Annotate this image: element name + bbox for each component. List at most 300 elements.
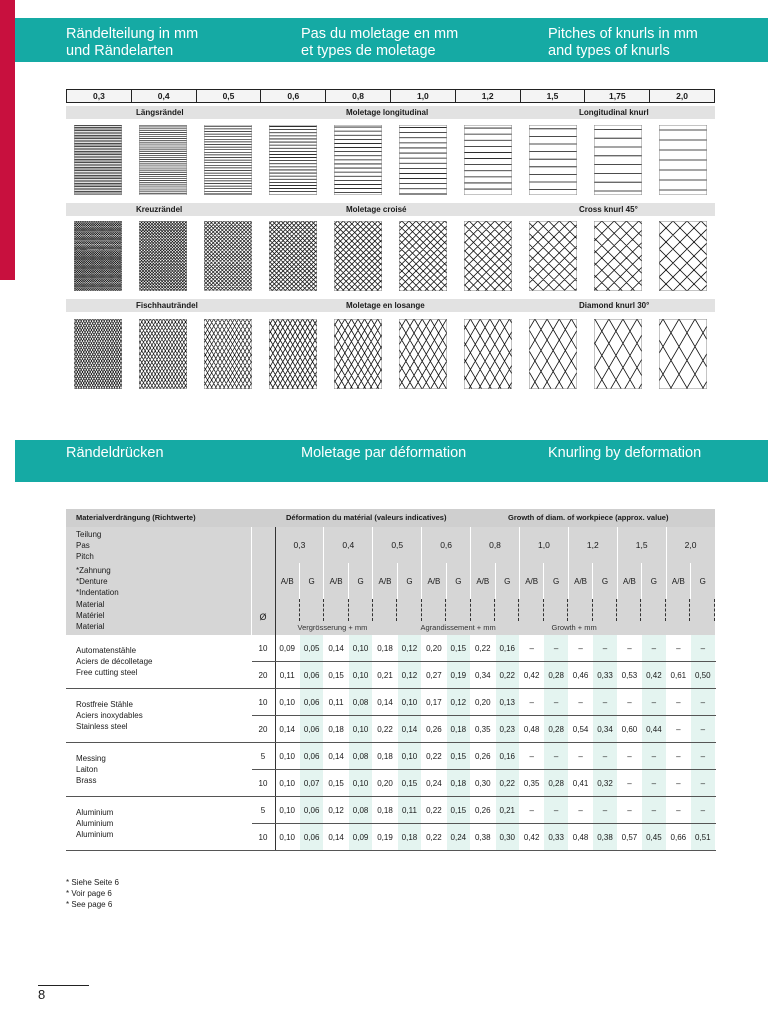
- growth-value: 0,28: [544, 662, 568, 689]
- growth-value: –: [642, 689, 666, 716]
- pitch-cell: 1,5: [520, 90, 585, 102]
- knurl-swatch: [399, 221, 447, 291]
- knurl-section-label-en: Cross knurl 45°: [579, 205, 638, 214]
- growth-value: 0,18: [446, 716, 470, 743]
- dash-divider: [300, 599, 324, 621]
- footnote-fr: * Voir page 6: [66, 889, 112, 898]
- growth-value: 0,50: [691, 662, 715, 689]
- blank-cell: [251, 563, 275, 599]
- pitch-header-row: [66, 89, 715, 103]
- growth-value: 0,54: [568, 716, 592, 743]
- dash-divider: [373, 599, 397, 621]
- growth-value: 0,33: [593, 662, 617, 689]
- knurl-section-bar: [66, 203, 715, 216]
- growth-value: 0,12: [397, 662, 421, 689]
- dash-divider: [641, 599, 665, 621]
- pitch-cell: 1,0: [390, 90, 455, 102]
- growth-value: 0,61: [666, 662, 690, 689]
- growth-value: 0,38: [471, 824, 495, 851]
- row-label-line: *Denture: [76, 576, 108, 586]
- table-title-bar: [66, 509, 715, 527]
- growth-value: 0,13: [495, 689, 519, 716]
- knurl-section-label-en: Diamond knurl 30°: [579, 301, 650, 310]
- growth-value: 0,06: [299, 662, 323, 689]
- growth-value: –: [519, 743, 543, 770]
- knurl-section-label-fr: Moletage croisé: [346, 205, 407, 214]
- tooth-ab: A/B: [324, 563, 348, 599]
- deformation-heading-en: Knurling by deformation: [548, 445, 702, 461]
- growth-value: 0,15: [446, 797, 470, 824]
- knurl-swatch: [529, 221, 577, 291]
- growth-value: –: [666, 743, 690, 770]
- tooth-ab: A/B: [568, 563, 592, 599]
- growth-label-cell: [275, 599, 715, 635]
- growth-value: –: [568, 635, 592, 662]
- growth-value: 0,20: [373, 770, 397, 797]
- knurl-swatch: [74, 319, 122, 389]
- pitch-value: 0,3: [275, 527, 324, 563]
- heading-en-line1: Pitches of knurls in mm: [548, 26, 698, 42]
- diameter-value: 10: [251, 689, 275, 716]
- growth-value: 0,08: [348, 689, 372, 716]
- knurl-swatch: [464, 125, 512, 195]
- knurl-swatch: [464, 221, 512, 291]
- growth-value: 0,42: [519, 662, 543, 689]
- row-label-line: *Zahnung: [76, 565, 111, 575]
- knurl-swatch: [204, 221, 252, 291]
- growth-value: 0,48: [568, 824, 592, 851]
- growth-value: –: [691, 743, 715, 770]
- growth-value: –: [691, 635, 715, 662]
- growth-value: 0,51: [691, 824, 715, 851]
- pitch-cell: 0,4: [131, 90, 196, 102]
- tooth-g: G: [397, 563, 421, 599]
- footnote-en: * See page 6: [66, 900, 113, 909]
- deformation-heading-fr: Moletage par déformation: [301, 445, 467, 461]
- growth-value: 0,07: [299, 770, 323, 797]
- growth-value: 0,46: [568, 662, 592, 689]
- growth-value: –: [642, 743, 666, 770]
- growth-value: 0,10: [348, 635, 372, 662]
- growth-value: 0,21: [373, 662, 397, 689]
- knurl-swatch: [139, 125, 187, 195]
- knurl-swatch: [74, 125, 122, 195]
- growth-value: –: [519, 689, 543, 716]
- growth-value: –: [519, 635, 543, 662]
- growth-value: 0,06: [299, 824, 323, 851]
- growth-value: 0,10: [275, 689, 299, 716]
- row-label: [66, 635, 251, 689]
- knurl-section-label-de: Fischhauträndel: [136, 301, 198, 310]
- knurl-swatch: [594, 221, 642, 291]
- growth-value: 0,16: [495, 635, 519, 662]
- growth-value: 0,18: [373, 635, 397, 662]
- diameter-value: 5: [251, 797, 275, 824]
- row-label: [66, 689, 251, 743]
- knurl-swatch: [529, 125, 577, 195]
- row-label-line: Pitch: [76, 551, 94, 561]
- growth-value: 0,22: [495, 662, 519, 689]
- growth-value: 0,22: [422, 824, 446, 851]
- growth-value: 0,12: [324, 797, 348, 824]
- dash-divider: [446, 599, 470, 621]
- knurl-swatch: [139, 221, 187, 291]
- row-label-line: Rostfreie Stähle: [76, 700, 133, 709]
- knurl-swatch: [334, 125, 382, 195]
- growth-value: 0,44: [642, 716, 666, 743]
- growth-value: –: [519, 797, 543, 824]
- growth-value: –: [691, 716, 715, 743]
- growth-value: 0,18: [373, 797, 397, 824]
- deformation-heading-de: Rändeldrücken: [66, 445, 164, 461]
- heading-fr: [301, 26, 458, 60]
- blank-cell: [251, 527, 275, 563]
- pitch-cell: 0,5: [196, 90, 261, 102]
- pitch-value: 0,6: [422, 527, 471, 563]
- pitch-cell: 0,8: [325, 90, 390, 102]
- row-label-line: Matériel: [76, 611, 105, 620]
- knurl-swatch: [334, 221, 382, 291]
- dash-divider: [276, 599, 300, 621]
- table-title-de: Materialverdrängung (Richtwerte): [76, 513, 196, 522]
- knurl-section-label-fr: Moletage en losange: [346, 301, 425, 310]
- pitch-value: 2,0: [666, 527, 715, 563]
- growth-value: –: [617, 689, 641, 716]
- growth-value: 0,18: [373, 743, 397, 770]
- knurl-swatch: [139, 319, 187, 389]
- row-label-line: Free cutting steel: [76, 668, 138, 677]
- growth-value: 0,41: [568, 770, 592, 797]
- growth-value: –: [642, 635, 666, 662]
- row-label-line: Aluminium: [76, 819, 114, 828]
- tooth-g: G: [495, 563, 519, 599]
- pitch-cell: 1,2: [455, 90, 520, 102]
- growth-value: 0,30: [495, 824, 519, 851]
- growth-value: 0,10: [275, 743, 299, 770]
- header-band-pitches: [15, 18, 768, 62]
- growth-value: 0,10: [348, 716, 372, 743]
- row-label-line: Material: [76, 622, 105, 631]
- pitch-value: 1,2: [568, 527, 617, 563]
- pitch-cell: 0,6: [260, 90, 325, 102]
- dash-divider: [519, 599, 543, 621]
- growth-value: 0,16: [495, 743, 519, 770]
- heading-fr-line1: Pas du moletage en mm: [301, 26, 459, 42]
- page-number-rule: [38, 985, 89, 986]
- knurl-section-bar: [66, 299, 715, 312]
- growth-value: 0,14: [324, 743, 348, 770]
- row-label-line: *Indentation: [76, 587, 119, 597]
- pitch-cell: 0,3: [92, 91, 105, 101]
- growth-value: 0,09: [275, 635, 299, 662]
- growth-value: 0,18: [324, 716, 348, 743]
- tooth-ab: A/B: [422, 563, 446, 599]
- growth-value: 0,28: [544, 716, 568, 743]
- row-label-line: Teilung: [76, 529, 102, 539]
- growth-value: –: [593, 689, 617, 716]
- growth-value: 0,22: [422, 743, 446, 770]
- growth-value: 0,66: [666, 824, 690, 851]
- heading-en: [548, 26, 698, 60]
- knurl-swatch: [659, 221, 707, 291]
- growth-value: 0,26: [422, 716, 446, 743]
- growth-value: 0,53: [617, 662, 641, 689]
- dash-divider: [666, 599, 690, 621]
- growth-value: –: [568, 743, 592, 770]
- header-band-deformation: [15, 440, 768, 482]
- tooth-g: G: [446, 563, 470, 599]
- knurl-section-label-de: Kreuzrändel: [136, 205, 183, 214]
- heading-de-line2: und Rändelarten: [66, 43, 174, 59]
- growth-value: –: [544, 689, 568, 716]
- growth-value: 0,14: [397, 716, 421, 743]
- knurl-swatch: [204, 319, 252, 389]
- dash-divider: [593, 599, 617, 621]
- growth-value: 0,26: [471, 743, 495, 770]
- diameter-value: 10: [251, 824, 275, 851]
- row-label-line: Laiton: [76, 765, 98, 774]
- tooth-ab: A/B: [519, 563, 543, 599]
- heading-fr-line2: et types de moletage: [301, 43, 436, 59]
- growth-value: 0,15: [446, 635, 470, 662]
- row-label: [66, 743, 251, 797]
- growth-value: 0,11: [324, 689, 348, 716]
- knurl-swatch: [594, 319, 642, 389]
- growth-value: –: [691, 797, 715, 824]
- knurl-swatch: [269, 125, 317, 195]
- knurl-swatch: [529, 319, 577, 389]
- row-label-line: Messing: [76, 754, 106, 763]
- tooth-ab: A/B: [666, 563, 690, 599]
- growth-value: 0,35: [471, 716, 495, 743]
- growth-value: 0,09: [348, 824, 372, 851]
- growth-value: 0,10: [275, 797, 299, 824]
- tooth-ab: A/B: [471, 563, 495, 599]
- knurl-swatch: [594, 125, 642, 195]
- tooth-g: G: [348, 563, 372, 599]
- growth-value: 0,10: [348, 662, 372, 689]
- row-label: [66, 599, 251, 635]
- dash-divider: [324, 599, 348, 621]
- growth-value: 0,24: [422, 770, 446, 797]
- growth-value: 0,11: [397, 797, 421, 824]
- growth-value: –: [666, 797, 690, 824]
- growth-value: 0,14: [324, 635, 348, 662]
- dash-divider: [349, 599, 373, 621]
- growth-value: 0,45: [642, 824, 666, 851]
- pitch-cell: 1,75: [584, 90, 649, 102]
- growth-value: 0,42: [519, 824, 543, 851]
- growth-value: 0,08: [348, 797, 372, 824]
- growth-value: 0,42: [642, 662, 666, 689]
- pitch-value: 1,5: [617, 527, 666, 563]
- dash-divider: [471, 599, 495, 621]
- growth-value: 0,17: [422, 689, 446, 716]
- growth-value: 0,22: [373, 716, 397, 743]
- footnote-de: * Siehe Seite 6: [66, 878, 119, 887]
- row-label-line: Pas: [76, 540, 90, 550]
- dash-divider: [544, 599, 568, 621]
- growth-value: 0,22: [471, 635, 495, 662]
- growth-value: –: [691, 689, 715, 716]
- growth-value: 0,06: [299, 743, 323, 770]
- row-label-line: Brass: [76, 776, 97, 785]
- growth-value: 0,12: [397, 635, 421, 662]
- tooth-g: G: [642, 563, 666, 599]
- heading-de-line1: Rändelteilung in mm: [66, 26, 199, 42]
- tooth-g: G: [691, 563, 715, 599]
- dash-divider: [495, 599, 519, 621]
- knurl-swatch: [269, 221, 317, 291]
- pitch-value: 0,5: [373, 527, 422, 563]
- growth-value: 0,28: [544, 770, 568, 797]
- growth-value: 0,10: [275, 770, 299, 797]
- growth-value: –: [666, 635, 690, 662]
- growth-value: 0,57: [617, 824, 641, 851]
- table-row: [66, 689, 715, 716]
- growth-value: –: [617, 770, 641, 797]
- growth-value: –: [593, 743, 617, 770]
- diameter-symbol: Ø: [251, 599, 275, 635]
- knurl-swatch: [464, 319, 512, 389]
- growth-value: 0,22: [422, 797, 446, 824]
- growth-value: –: [593, 797, 617, 824]
- knurl-swatch: [334, 319, 382, 389]
- growth-value: 0,19: [446, 662, 470, 689]
- diameter-value: 10: [251, 770, 275, 797]
- dash-divider: [397, 599, 421, 621]
- row-label: [66, 563, 251, 599]
- red-margin-bar: [0, 0, 15, 280]
- knurl-section-label-fr: Moletage longitudinal: [346, 108, 429, 117]
- growth-value: 0,19: [373, 824, 397, 851]
- growth-value: 0,10: [397, 689, 421, 716]
- growth-value: 0,35: [519, 770, 543, 797]
- growth-value: 0,21: [495, 797, 519, 824]
- growth-value: 0,48: [519, 716, 543, 743]
- growth-value: 0,06: [299, 797, 323, 824]
- tooth-g: G: [544, 563, 568, 599]
- knurl-swatch: [659, 319, 707, 389]
- row-label-line: Stainless steel: [76, 722, 128, 731]
- page-number: 8: [38, 987, 46, 1002]
- growth-value: 0,18: [446, 770, 470, 797]
- row-label-line: Aluminium: [76, 830, 114, 839]
- table-row: [66, 635, 715, 662]
- growth-value: 0,10: [397, 743, 421, 770]
- growth-value: 0,20: [471, 689, 495, 716]
- pitch-value: 0,4: [324, 527, 373, 563]
- table-title-fr: Déformation du matérial (valeurs indicatives): [286, 513, 447, 522]
- table-row: [66, 797, 715, 824]
- growth-value: 0,33: [544, 824, 568, 851]
- growth-value: 0,15: [397, 770, 421, 797]
- diameter-value: 5: [251, 743, 275, 770]
- diameter-value: 20: [251, 716, 275, 743]
- growth-value: –: [568, 689, 592, 716]
- growth-value: –: [544, 743, 568, 770]
- diameter-value: 10: [251, 635, 275, 662]
- knurl-swatch: [74, 221, 122, 291]
- growth-value: –: [666, 689, 690, 716]
- knurl-swatch: [269, 319, 317, 389]
- growth-value: –: [617, 797, 641, 824]
- growth-value: 0,18: [397, 824, 421, 851]
- growth-label: Agrandissement + mm: [420, 623, 496, 632]
- growth-value: 0,23: [495, 716, 519, 743]
- row-label-line: Automatenstähle: [76, 646, 137, 655]
- growth-value: 0,15: [446, 743, 470, 770]
- growth-value: 0,12: [446, 689, 470, 716]
- growth-value: 0,34: [593, 716, 617, 743]
- growth-value: –: [568, 797, 592, 824]
- growth-value: –: [691, 770, 715, 797]
- knurl-section-bar: [66, 106, 715, 119]
- growth-value: 0,06: [299, 716, 323, 743]
- row-label-line: Aciers de décolletage: [76, 657, 153, 666]
- growth-value: –: [544, 797, 568, 824]
- pitch-cell: 2,0: [649, 90, 714, 102]
- growth-value: 0,15: [324, 662, 348, 689]
- deformation-table: [66, 527, 716, 851]
- growth-value: –: [617, 635, 641, 662]
- knurl-swatch: [399, 125, 447, 195]
- tooth-ab: A/B: [275, 563, 299, 599]
- growth-value: –: [642, 797, 666, 824]
- dash-divider: [617, 599, 641, 621]
- growth-value: 0,14: [275, 716, 299, 743]
- growth-value: 0,30: [471, 770, 495, 797]
- row-label-line: Aciers inoxydables: [76, 711, 143, 720]
- growth-value: 0,14: [324, 824, 348, 851]
- growth-value: –: [666, 770, 690, 797]
- knurl-section-label-de: Längsrändel: [136, 108, 184, 117]
- growth-value: 0,20: [422, 635, 446, 662]
- growth-value: 0,05: [299, 635, 323, 662]
- knurl-swatch: [399, 319, 447, 389]
- footnotes: [66, 877, 119, 910]
- growth-value: 0,34: [471, 662, 495, 689]
- growth-value: 0,60: [617, 716, 641, 743]
- growth-value: –: [593, 635, 617, 662]
- growth-value: 0,27: [422, 662, 446, 689]
- growth-value: 0,10: [348, 770, 372, 797]
- diameter-value: 20: [251, 662, 275, 689]
- growth-value: –: [642, 770, 666, 797]
- row-label-line: Aluminium: [76, 808, 114, 817]
- growth-value: 0,22: [495, 770, 519, 797]
- row-label: [66, 797, 251, 851]
- tooth-ab: A/B: [373, 563, 397, 599]
- knurl-section-label-en: Longitudinal knurl: [579, 108, 649, 117]
- growth-value: 0,24: [446, 824, 470, 851]
- tooth-ab: A/B: [617, 563, 641, 599]
- growth-value: –: [544, 635, 568, 662]
- table-title-en: Growth of diam. of workpiece (approx. value): [508, 513, 669, 522]
- growth-value: 0,11: [275, 662, 299, 689]
- growth-value: 0,14: [373, 689, 397, 716]
- growth-value: 0,08: [348, 743, 372, 770]
- growth-value: 0,26: [471, 797, 495, 824]
- pitch-value: 1,0: [519, 527, 568, 563]
- growth-value: 0,10: [275, 824, 299, 851]
- pitch-value: 0,8: [471, 527, 520, 563]
- growth-value: 0,06: [299, 689, 323, 716]
- dash-divider: [568, 599, 592, 621]
- growth-value: 0,15: [324, 770, 348, 797]
- tooth-g: G: [593, 563, 617, 599]
- dash-divider: [422, 599, 446, 621]
